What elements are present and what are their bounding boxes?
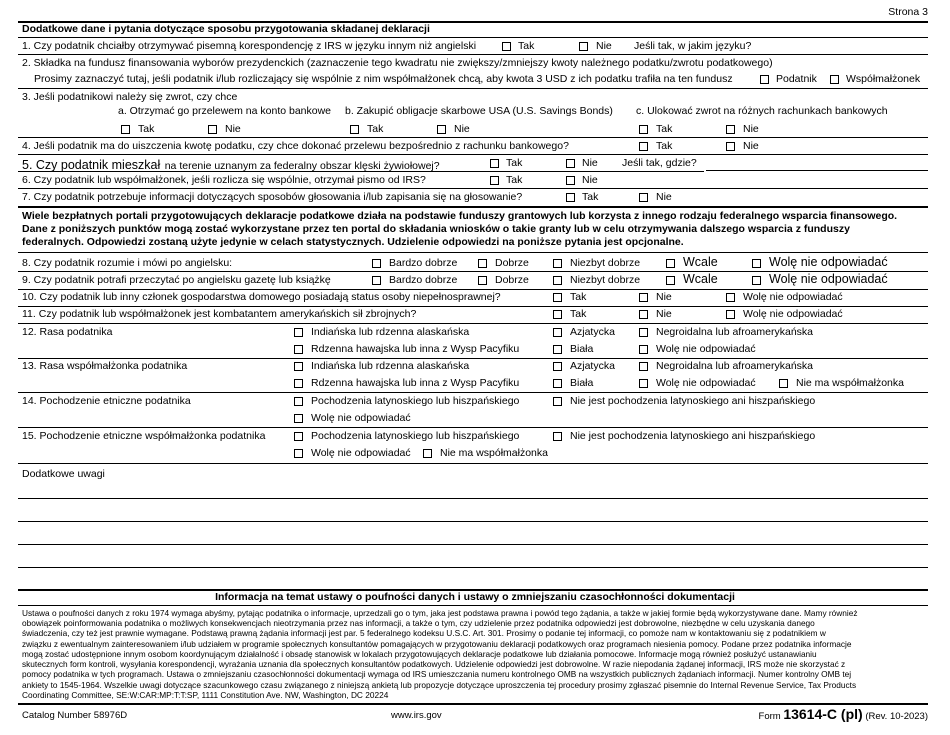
q13-pacific-islander-checkbox[interactable]: [294, 379, 303, 388]
privacy-text-line: świadczenia, czy też jest prawnie wymagane. Podstawą prawną żądania informacji jest par. 5 federalnego kodeksu U.S.C. Art. 301. Prosimy o podanie tej informacji, co pomoże nam w kontaktowaniu się z podatnikiem w: [22, 628, 826, 638]
catalog-number: Catalog Number 58976D: [22, 710, 128, 721]
q5-no-label: Nie: [582, 157, 598, 169]
q14-label: 14. Pochodzenie etniczne podatnika: [22, 395, 191, 407]
q11-label: 11. Czy podatnik lub współmałżonek jest kombatantem amerykańskich sił zbrojnych?: [22, 308, 417, 320]
privacy-text-line: Coordinating Committee, SE:W:CAR:MP:T:T:SP, 1111 Constitution Ave. NW, Washington, DC 20224: [22, 690, 389, 700]
q4-yes-checkbox[interactable]: [639, 142, 648, 151]
q9-decline-label: Wolę nie odpowiadać: [769, 272, 888, 286]
privacy-title: Informacja na temat ustawy o poufności danych i ustawy o zmniejszaniu czasochłonności dokumentacji: [215, 591, 735, 603]
q9-well-checkbox[interactable]: [478, 276, 487, 285]
q9-label: 9. Czy podatnik potrafi przeczytać po angielsku gazetę lub książkę: [22, 274, 331, 286]
q4-no-checkbox[interactable]: [726, 142, 735, 151]
q5-no-checkbox[interactable]: [566, 159, 575, 168]
form-number: 13614-C (pl): [783, 706, 863, 722]
q10-no-checkbox[interactable]: [639, 293, 648, 302]
q1-language-label: Jeśli tak, w jakim języku?: [634, 40, 752, 52]
q3a-yes-checkbox[interactable]: [121, 125, 130, 134]
q1-yes-checkbox[interactable]: [502, 42, 511, 51]
q3-option-a: a. Otrzymać go przelewem na konto bankowe: [118, 105, 332, 117]
q14-not-hispanic-label: Nie jest pochodzenia latynoskiego ani hiszpańskiego: [570, 395, 816, 407]
q13-white-checkbox[interactable]: [553, 379, 562, 388]
q13-black-label: Negroidalna lub afroamerykańska: [656, 360, 814, 372]
q10-label: 10. Czy podatnik lub inny członek gospodarstwa domowego posiadają status osoby niepełnosprawnej?: [22, 291, 501, 303]
q8-very-well-label: Bardzo dobrze: [389, 257, 458, 269]
q1-label: 1. Czy podatnik chciałby otrzymywać pisemną korespondencję z IRS w języku innym niż angielski: [22, 40, 477, 52]
q5-label-start: 5. Czy podatnik mieszkał: [22, 158, 161, 172]
q7-no-checkbox[interactable]: [639, 193, 648, 202]
q14-not-hispanic-checkbox[interactable]: [553, 397, 562, 406]
privacy-text-line: ankiety to 1545-1964. Wszelkie uwagi dotyczące szacunkowego czasu związanego z niniejszą ankietą lub propozycje dotyczące uproszczenia tej procedury prosimy zgłaszać pisemnie do Internal Revenue Service, Tax Products: [22, 680, 857, 690]
q8-not-at-all-checkbox[interactable]: [666, 259, 675, 268]
q14-hispanic-label: Pochodzenia latynoskiego lub hiszpańskiego: [311, 395, 520, 407]
q14-hispanic-checkbox[interactable]: [294, 397, 303, 406]
privacy-text-line: skutecznych form kontroli, wysyłania korespondencji, wyrażania uznania dla społecznych konsultantów podatkowych. Udzielenie odpowiedzi jest dobrowolne. W razie niepodania żądanej informacji, IRS może nie skorzystać z: [22, 659, 846, 669]
q12-label: 12. Rasa podatnika: [22, 326, 113, 338]
q10-yes-label: Tak: [570, 291, 587, 303]
q9-not-at-all-label: Wcale: [683, 272, 718, 286]
q2-taxpayer-label: Podatnik: [776, 73, 817, 85]
q15-no-spouse-label: Nie ma współmałżonka: [440, 447, 548, 459]
q3b-no-label: Nie: [454, 123, 470, 135]
website: www.irs.gov: [391, 710, 442, 721]
q3-option-c: c. Ulokować zwrot na różnych rachunkach bankowych: [636, 105, 888, 117]
q11-no-label: Nie: [656, 308, 672, 320]
q10-decline-label: Wolę nie odpowiadać: [743, 291, 843, 303]
q3c-yes-checkbox[interactable]: [639, 125, 648, 134]
q5-where-label: Jeśli tak, gdzie?: [622, 157, 697, 169]
q6-label: 6. Czy podatnik lub współmałżonek, jeśli rozlicza się wspólnie, otrzymał pismo od IRS?: [22, 174, 426, 186]
statistics-intro-line-3: federalnych. Odpowiedzi zostaną użyte jedynie w celach statystycznych. Udzielenie odpowiedzi na poniższe pytania jest opcjonalne.: [22, 236, 684, 248]
q3b-yes-label: Tak: [367, 123, 384, 135]
q12-white-label: Biała: [570, 343, 594, 355]
q5-yes-label: Tak: [506, 157, 523, 169]
privacy-text-line: mogą zostać udostępnione innym osobom koordynującym działalność i obsadę stanowisk w lokalach przygotowujących deklaracje podatkowe lub działania pomocowe. Informacje mogą również posłużyć ustanawianiu: [22, 649, 817, 659]
q3b-no-checkbox[interactable]: [437, 125, 446, 134]
q15-decline-label: Wolę nie odpowiadać: [311, 447, 411, 459]
q1-yes-label: Tak: [518, 40, 535, 52]
q15-hispanic-label: Pochodzenia latynoskiego lub hiszpańskiego: [311, 430, 520, 442]
q5-yes-checkbox[interactable]: [490, 159, 499, 168]
q4-label: 4. Jeśli podatnik ma do uiszczenia kwotę podatku, czy chce dokonać przelewu bezpośrednio z rachunku bankowego?: [22, 140, 569, 152]
q4-yes-label: Tak: [656, 140, 673, 152]
q11-decline-checkbox[interactable]: [726, 310, 735, 319]
q13-pacific-islander-label: Rdzenna hawajska lub inna z Wysp Pacyfiku: [311, 377, 520, 389]
q5-where-input[interactable]: [706, 170, 928, 171]
statistics-intro-line-2: Dane z poniższych punktów mogą zostać wykorzystane przez ten portal do składania wniosków o takie granty lub w celu otrzymywania dalszego wsparcia z funduszy: [22, 223, 850, 235]
q12-pacific-islander-checkbox[interactable]: [294, 345, 303, 354]
q9-decline-checkbox[interactable]: [752, 276, 761, 285]
q12-pacific-islander-label: Rdzenna hawajska lub inna z Wysp Pacyfiku: [311, 343, 520, 355]
q12-native-american-label: Indiańska lub rdzenna alaskańska: [311, 326, 470, 338]
q11-yes-checkbox[interactable]: [553, 310, 562, 319]
q11-yes-label: Tak: [570, 308, 587, 320]
q3a-no-label: Nie: [225, 123, 241, 135]
q11-decline-label: Wolę nie odpowiadać: [743, 308, 843, 320]
q13-asian-checkbox[interactable]: [553, 362, 562, 371]
q2-instruction: Prosimy zaznaczyć tutaj, jeśli podatnik i/lub rozliczający się wspólnie z nim współmałżonek chcą, aby kwota 3 USD z ich podatku trafiła na ten fundusz: [34, 73, 733, 85]
form-revision: (Rev. 10-2023): [865, 711, 928, 722]
q15-not-hispanic-label: Nie jest pochodzenia latynoskiego ani hiszpańskiego: [570, 430, 816, 442]
q9-not-at-all-checkbox[interactable]: [666, 276, 675, 285]
q13-label: 13. Rasa współmałżonka podatnika: [22, 360, 188, 372]
q13-no-spouse-label: Nie ma współmałżonka: [796, 377, 904, 389]
q8-very-well-checkbox[interactable]: [372, 259, 381, 268]
q10-decline-checkbox[interactable]: [726, 293, 735, 302]
q2-taxpayer-checkbox[interactable]: [760, 75, 769, 84]
q12-black-checkbox[interactable]: [639, 328, 648, 337]
q13-native-american-checkbox[interactable]: [294, 362, 303, 371]
q13-decline-checkbox[interactable]: [639, 379, 648, 388]
q9-not-well-label: Niezbyt dobrze: [570, 274, 641, 286]
q6-no-checkbox[interactable]: [566, 176, 575, 185]
q9-not-well-checkbox[interactable]: [553, 276, 562, 285]
q1-no-label: Nie: [596, 40, 612, 52]
q6-yes-checkbox[interactable]: [490, 176, 499, 185]
q3a-no-checkbox[interactable]: [208, 125, 217, 134]
q8-not-at-all-label: Wcale: [683, 255, 718, 269]
q8-decline-label: Wolę nie odpowiadać: [769, 255, 888, 269]
q12-native-american-checkbox[interactable]: [294, 328, 303, 337]
q8-well-label: Dobrze: [495, 257, 529, 269]
q15-not-hispanic-checkbox[interactable]: [553, 432, 562, 441]
notes-line-1[interactable]: [18, 498, 928, 499]
q8-label: 8. Czy podatnik rozumie i mówi po angielsku:: [22, 257, 233, 269]
q13-no-spouse-checkbox[interactable]: [779, 379, 788, 388]
q12-white-checkbox[interactable]: [553, 345, 562, 354]
q3c-yes-label: Tak: [656, 123, 673, 135]
notes-line-4[interactable]: [18, 567, 928, 568]
q7-label: 7. Czy podatnik potrzebuje informacji dotyczących sposobów głosowania i/lub zapisania się na głosowanie?: [22, 191, 523, 203]
q15-decline-checkbox[interactable]: [294, 449, 303, 458]
privacy-text-line: pomocy podatnika w tych programach. Ustawa o zmniejszaniu czasochłonności dokumentacji wymaga od IRS umieszczania numeru kontrolnego OMB na wszystkich publicznych żądaniach informacji. Numer kontrolny OMB tej: [22, 669, 852, 679]
q3c-no-label: Nie: [743, 123, 759, 135]
q4-no-label: Nie: [743, 140, 759, 152]
q13-black-checkbox[interactable]: [639, 362, 648, 371]
privacy-text-line: Ustawa o poufności danych z roku 1974 wymaga abyśmy, pytając podatnika o informacje, uprzedzali go o tym, jaka jest podstawa prawna i powód tego żądania, a także w jakiej formie będą wykorzystywane dane. Mamy również: [22, 608, 858, 618]
form-prefix: Form: [758, 711, 781, 722]
q3c-no-checkbox[interactable]: [726, 125, 735, 134]
section-title: Dodatkowe dane i pytania dotyczące sposobu przygotowania składanej deklaracji: [22, 23, 430, 35]
q8-not-well-checkbox[interactable]: [553, 259, 562, 268]
q2-spouse-checkbox[interactable]: [830, 75, 839, 84]
q1-no-checkbox[interactable]: [579, 42, 588, 51]
q10-yes-checkbox[interactable]: [553, 293, 562, 302]
q8-well-checkbox[interactable]: [478, 259, 487, 268]
q12-asian-checkbox[interactable]: [553, 328, 562, 337]
q15-label: 15. Pochodzenie etniczne współmałżonka podatnika: [22, 430, 266, 442]
q7-no-label: Nie: [656, 191, 672, 203]
statistics-intro-line-1: Wiele bezpłatnych portali przygotowujących deklaracje podatkowe działa na podstawie funduszy grantowych lub korzysta z innego rodzaju federalnego wsparcia finansowego.: [22, 210, 898, 222]
notes-line-3[interactable]: [18, 544, 928, 545]
q12-black-label: Negroidalna lub afroamerykańska: [656, 326, 814, 338]
q14-decline-checkbox[interactable]: [294, 414, 303, 423]
q13-white-label: Biała: [570, 377, 594, 389]
q15-no-spouse-checkbox[interactable]: [423, 449, 432, 458]
q11-no-checkbox[interactable]: [639, 310, 648, 319]
q3b-yes-checkbox[interactable]: [350, 125, 359, 134]
q8-not-well-label: Niezbyt dobrze: [570, 257, 641, 269]
q3-label: 3. Jeśli podatnikowi należy się zwrot, czy chce: [22, 91, 238, 103]
q13-decline-label: Wolę nie odpowiadać: [656, 377, 756, 389]
privacy-text-line: obowiązek poinformowania podatnika o możliwych konsekwencjach nieotrzymania przez nas informacji, a także o tym, czy udzielenie przez podatnika odpowiedzi jest dobrowolne, niezbędne w celu uzyskania danego: [22, 618, 815, 628]
page-number: Strona 3: [888, 6, 928, 18]
q7-yes-label: Tak: [582, 191, 599, 203]
q9-very-well-checkbox[interactable]: [372, 276, 381, 285]
q12-asian-label: Azjatycka: [570, 326, 615, 338]
q2-spouse-label: Współmałżonek: [846, 73, 921, 85]
q6-no-label: Nie: [582, 174, 598, 186]
q8-decline-checkbox[interactable]: [752, 259, 761, 268]
notes-line-2[interactable]: [18, 521, 928, 522]
q2-label: 2. Składka na fundusz finansowania wyborów prezydenckich (zaznaczenie tego kwadratu nie zwiększy/zmniejszy kwoty należnego podatku/zwrotu podatkowego): [22, 57, 773, 69]
q13-native-american-label: Indiańska lub rdzenna alaskańska: [311, 360, 470, 372]
q12-decline-checkbox[interactable]: [639, 345, 648, 354]
q9-very-well-label: Bardzo dobrze: [389, 274, 458, 286]
q3a-yes-label: Tak: [138, 123, 155, 135]
form-id: [759, 706, 928, 722]
q13-asian-label: Azjatycka: [570, 360, 615, 372]
q15-hispanic-checkbox[interactable]: [294, 432, 303, 441]
q12-decline-label: Wolę nie odpowiadać: [656, 343, 756, 355]
q5-label-end: na terenie uznanym za federalny obszar klęski żywiołowej?: [164, 160, 440, 172]
q6-yes-label: Tak: [506, 174, 523, 186]
q9-well-label: Dobrze: [495, 274, 529, 286]
q3-option-b: b. Zakupić obligacje skarbowe USA (U.S. Savings Bonds): [345, 105, 613, 117]
q7-yes-checkbox[interactable]: [566, 193, 575, 202]
q10-no-label: Nie: [656, 291, 672, 303]
privacy-text-line: związku z ewentualnym zainteresowaniem i/lub udziałem w programie społecznych konsultantów pomagających w przygotowaniu deklaracji podatkowych oraz programach niesienia pomocy. Podane przez podatnika informacje: [22, 639, 852, 649]
q14-decline-label: Wolę nie odpowiadać: [311, 412, 411, 424]
additional-notes-label: Dodatkowe uwagi: [22, 468, 105, 480]
